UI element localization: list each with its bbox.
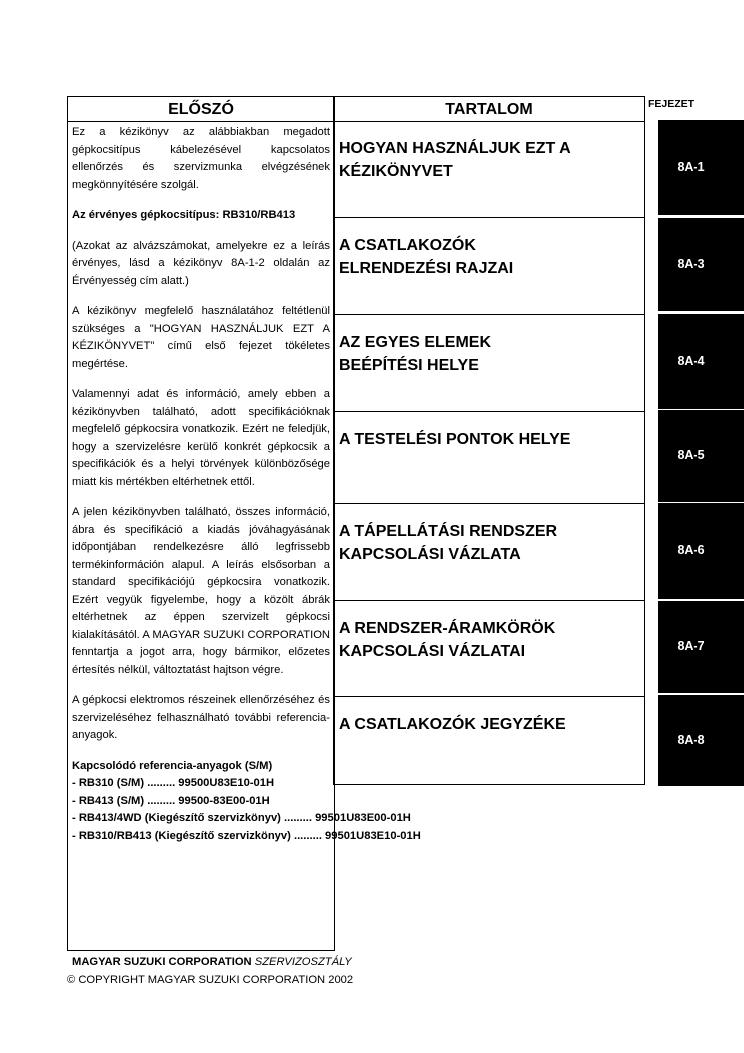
toc-item-5[interactable]: [334, 504, 644, 601]
preface-paragraph-5: Valamennyi adat és információ, amely ebben a kézikönyvben található, adott specifikációknak megfelelő gépkocsira vonatkozik. Ezért ne feledjük, hogy a szervizelésre kerülő konkrét gépkocsik a specifikációk és a helyi törvények különbözősége miatt kis mértékben eltérhetnek ettől.: [72, 388, 330, 488]
preface-paragraph-6: A jelen kézikönyvben található, összes információ, ábra és specifikáció a kiadás jóváhagyásának időpontjában rendelkezésre álló legfrissebb termékinformáción alapul. A leírás elsősorban a standard specifikációjú gépkocsira vonatkozik. Ezért vegyük figyelembe, hogy a közölt ábrák eltérhetnek az éppen szervizelt gépkocsi kialakításától. A MAGYAR SUZUKI CORPORATION fenntartja a jogot arra, hogy bármikor, előzetes értesítés nélkül, változtatást hajtson végre.: [72, 506, 330, 676]
reference-list-title: Kapcsolódó referencia-anyagok (S/M): [72, 759, 273, 772]
chapter-tab-8a-4[interactable]: [658, 314, 744, 409]
preface-paragraph-1: Ez a kézikönyv az alábbiakban megadott gépkocsitípus kábelezésével kapcsolatos ellenőrzés és szervizmunka elvégzésének megkönnyítésére szolgál.: [72, 126, 330, 191]
footer-company-line: [72, 956, 352, 968]
reference-item: - RB310/RB413 (Kiegészítő szervizkönyv) ......... 99501U83E10-01H: [72, 829, 421, 842]
toc-item-title: A TESTELÉSI PONTOK HELYE: [339, 431, 571, 448]
preface-paragraph-2: Az érvényes gépkocsitípus: RB310/RB413: [72, 209, 296, 221]
chapter-tab-8a-8[interactable]: [658, 695, 744, 786]
copyright-notice: © COPYRIGHT MAGYAR SUZUKI CORPORATION 2002: [67, 974, 354, 986]
toc-item-title: A RENDSZER-ÁRAMKÖRÖK KAPCSOLÁSI VÁZLATAI: [339, 620, 556, 660]
contents-heading: TARTALOM: [334, 97, 644, 122]
reference-item: - RB413 (S/M) ......... 99500-83E00-01H: [72, 794, 270, 807]
chapter-tab-8a-5[interactable]: [658, 410, 744, 502]
reference-list: [72, 758, 421, 846]
chapter-tab-8a-7[interactable]: [658, 601, 744, 693]
preface-paragraph-3: (Azokat az alvázszámokat, amelyekre ez a leírás érvényes, lásd a kézikönyv 8A-1-2 oldalán az Érvényesség cím alatt.): [72, 239, 330, 287]
footer-company: MAGYAR SUZUKI CORPORATION: [72, 956, 252, 968]
footer-department: SZERVIZOSZTÁLY: [254, 956, 352, 968]
toc-item-title: HOGYAN HASZNÁLJUK EZT A KÉZIKÖNYVET: [339, 140, 571, 180]
preface-paragraph-4: A kézikönyv megfelelő használatához feltétlenül szükséges a "HOGYAN HASZNÁLJUK EZT A KÉZIKÖNYVET" című első fejezet tökéletes megértése.: [72, 305, 330, 370]
toc-item-7[interactable]: [334, 697, 644, 786]
toc-item-title: A CSATLAKOZÓK JEGYZÉKE: [339, 716, 566, 733]
toc-item-3[interactable]: [334, 315, 644, 412]
toc-item-title: AZ EGYES ELEMEK BEÉPÍTÉSI HELYE: [339, 334, 492, 374]
chapter-tab-label: 8A-7: [677, 639, 705, 653]
chapter-tab-label: 8A-5: [677, 448, 705, 462]
toc-item-title: A TÁPELLÁTÁSI RENDSZER KAPCSOLÁSI VÁZLATA: [339, 523, 558, 563]
toc-item-2[interactable]: [334, 218, 644, 315]
toc-item-1[interactable]: [334, 121, 644, 218]
chapter-tab-label: 8A-6: [677, 543, 705, 557]
chapter-tab-8a-1[interactable]: [658, 120, 744, 215]
chapter-tab-label: 8A-8: [677, 733, 705, 747]
contents-panel: [333, 96, 645, 785]
preface-heading: ELŐSZÓ: [68, 97, 334, 122]
chapter-label: FEJEZET: [648, 98, 695, 110]
chapter-tab-8a-6[interactable]: [658, 503, 744, 599]
preface-paragraph-7: A gépkocsi elektromos részeinek ellenőrzéséhez és szervizeléséhez felhasználható további referencia-anyagok.: [72, 694, 330, 741]
toc-item-4[interactable]: [334, 412, 644, 504]
chapter-tab-label: 8A-3: [677, 257, 705, 271]
chapter-tab-8a-3[interactable]: [658, 218, 744, 311]
reference-item: - RB310 (S/M) ......... 99500U83E10-01H: [72, 777, 275, 789]
reference-item: - RB413/4WD (Kiegészítő szervizkönyv) ......... 99501U83E00-01H: [72, 812, 411, 824]
chapter-tab-label: 8A-4: [677, 354, 705, 368]
toc-item-title: A CSATLAKOZÓK ELRENDEZÉSI RAJZAI: [339, 237, 514, 277]
chapter-tab-label: 8A-1: [677, 160, 705, 174]
toc-item-6[interactable]: [334, 601, 644, 697]
